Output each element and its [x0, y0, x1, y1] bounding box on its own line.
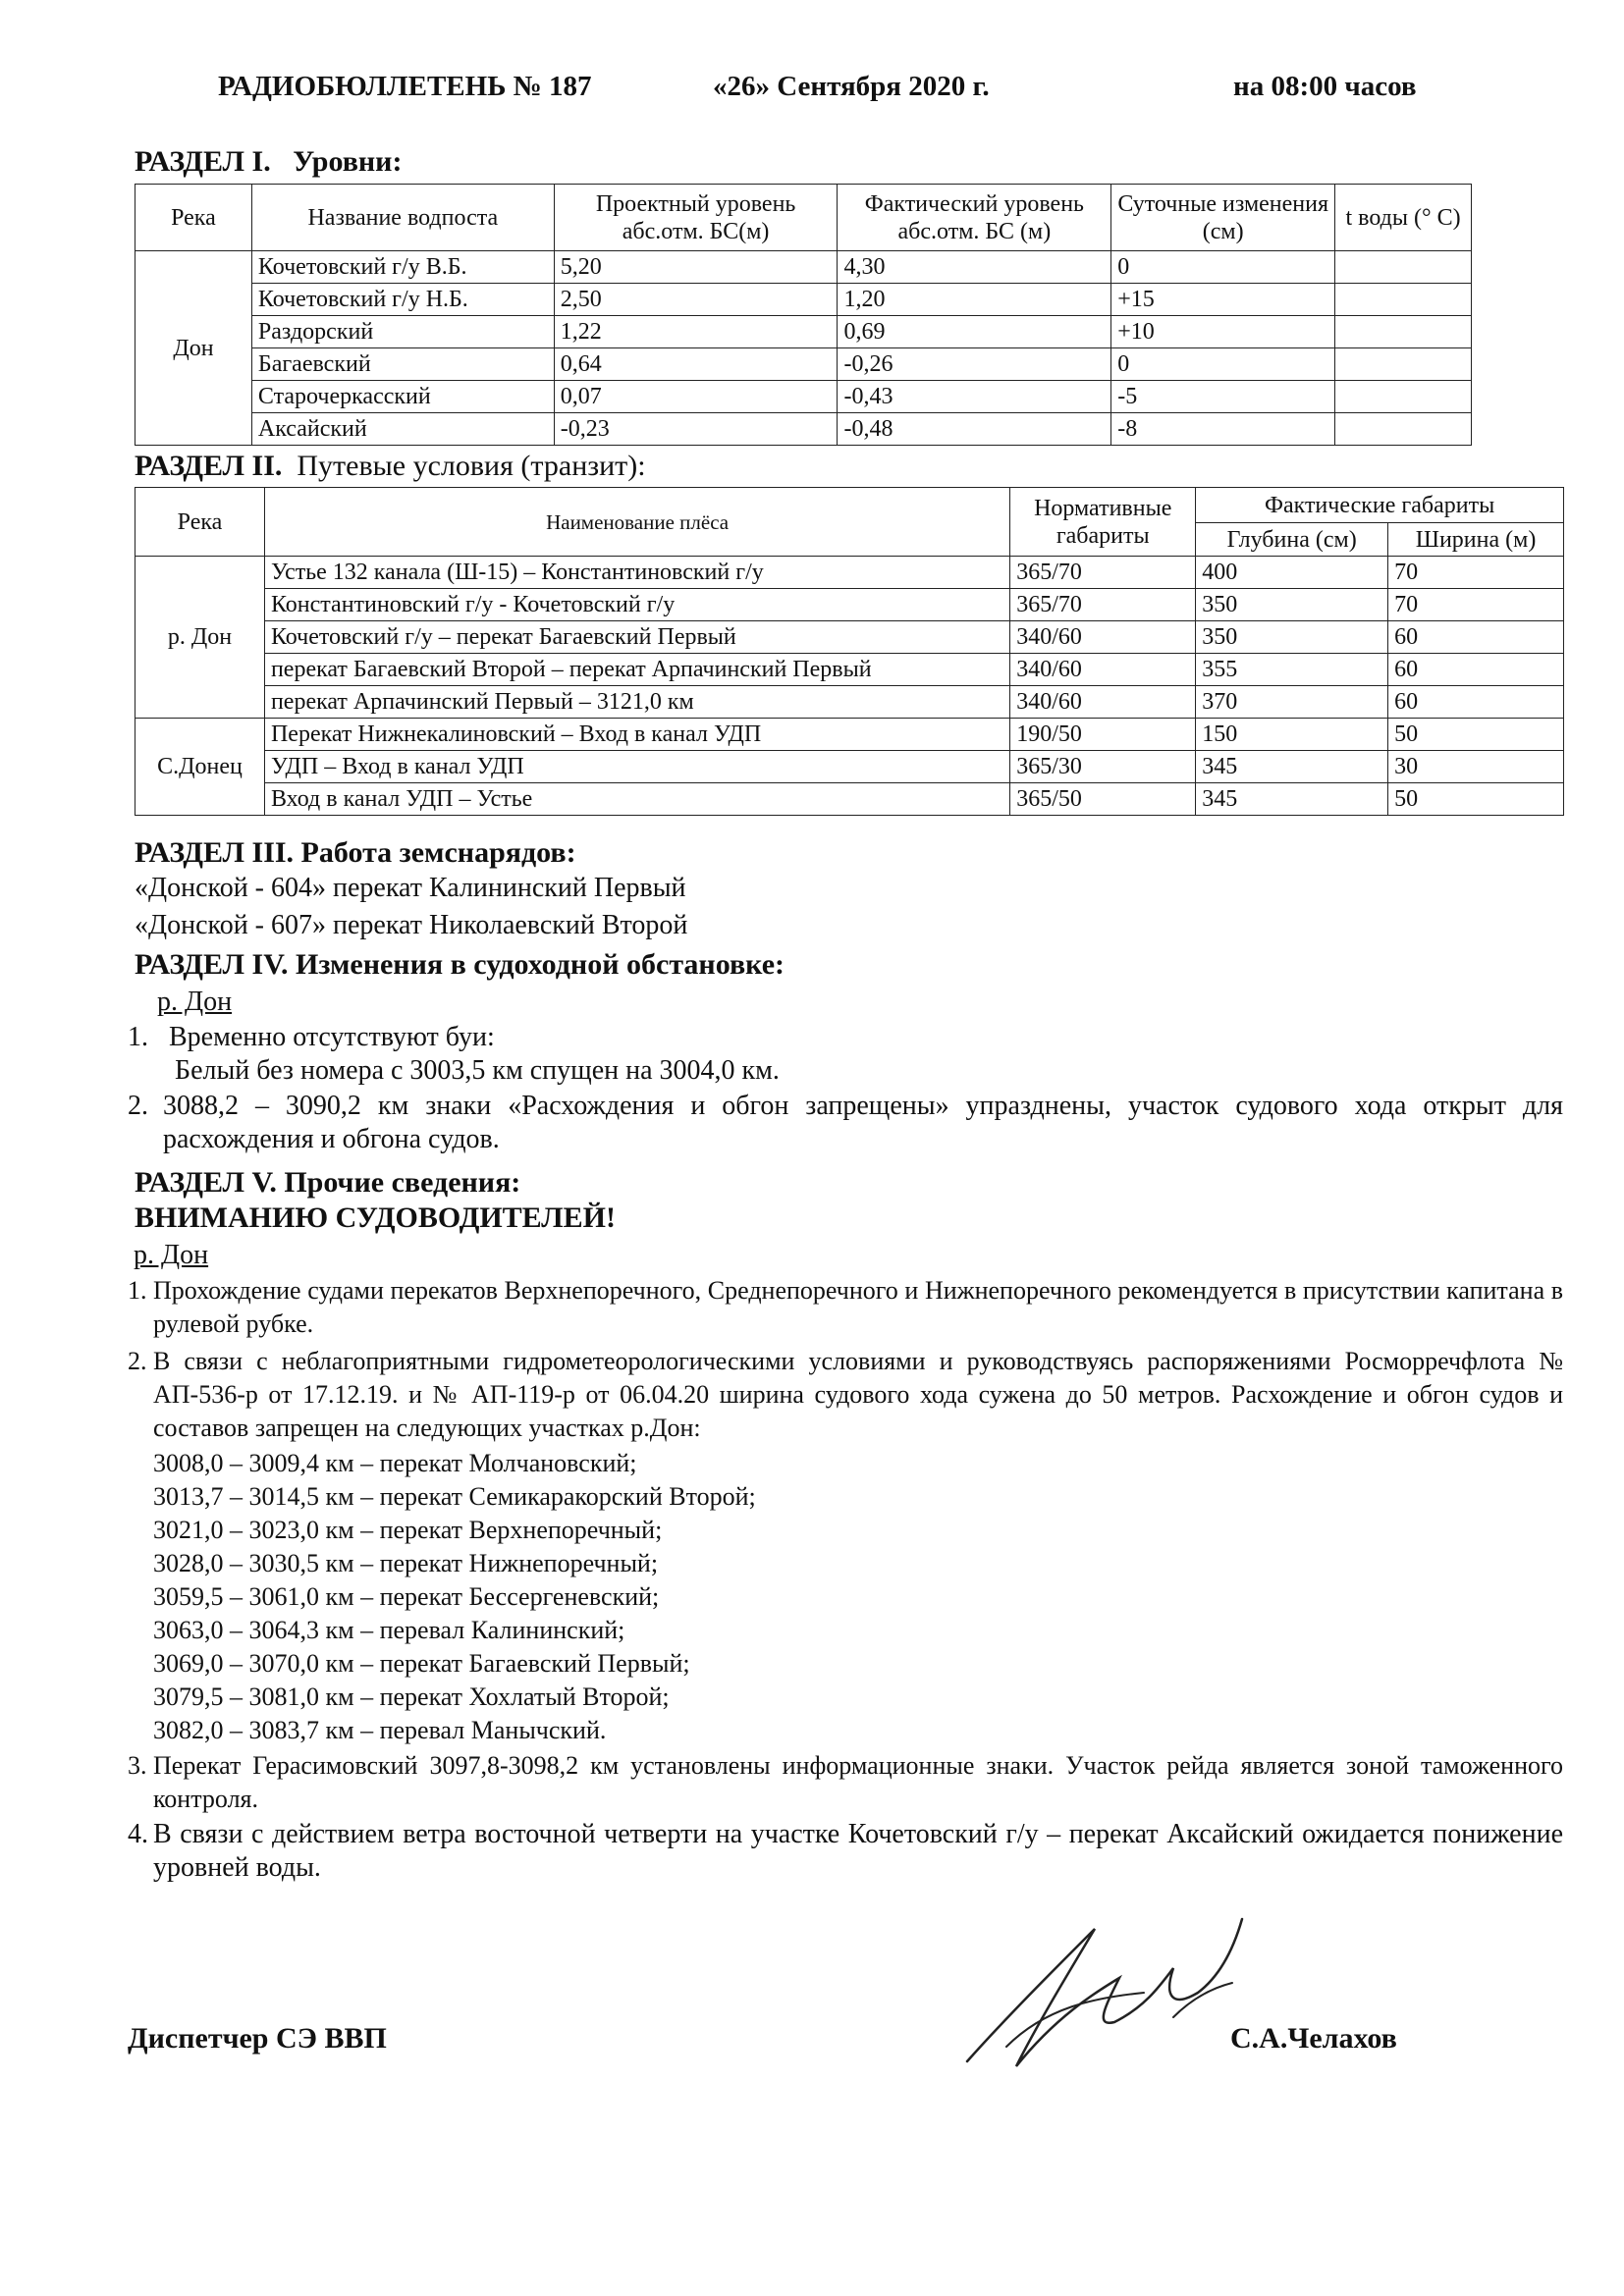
attention-heading: ВНИМАНИЮ СУДОВОДИТЕЛЕЙ!	[135, 1201, 616, 1234]
levels-post: Кочетовский г/у Н.Б.	[251, 284, 554, 316]
table-row	[135, 348, 1472, 381]
levels-post: Багаевский	[251, 348, 554, 381]
transit-reach: Вход в канал УДП – Устье	[264, 783, 1009, 816]
levels-col-project: Проектный уровень абс.отм. БС(м)	[554, 185, 838, 251]
transit-width: 60	[1388, 654, 1564, 686]
levels-river-cell: Дон	[135, 251, 252, 446]
levels-change: +15	[1111, 284, 1335, 316]
table-row	[135, 654, 1564, 686]
levels-change: -8	[1111, 413, 1335, 446]
restricted-section: 3069,0 – 3070,0 км – перекат Багаевский Первый;	[153, 1649, 690, 1678]
transit-table	[135, 487, 1564, 816]
transit-depth: 350	[1196, 589, 1388, 621]
levels-project: 1,22	[554, 316, 838, 348]
levels-actual: 0,69	[838, 316, 1111, 348]
levels-change: +10	[1111, 316, 1335, 348]
transit-norm: 340/60	[1010, 654, 1196, 686]
transit-col-reach: Наименование плёса	[264, 488, 1009, 557]
transit-norm: 340/60	[1010, 686, 1196, 719]
restricted-section: 3013,7 – 3014,5 км – перекат Семикаракорский Второй;	[153, 1482, 756, 1511]
transit-col-depth: Глубина (см)	[1196, 523, 1388, 557]
section2-number: РАЗДЕЛ II.	[135, 450, 283, 482]
levels-post: Раздорский	[251, 316, 554, 348]
levels-actual: -0,26	[838, 348, 1111, 381]
signatory-position: Диспетчер СЭ ВВП	[128, 2022, 387, 2055]
transit-col-norm: Нормативные габариты	[1010, 488, 1196, 557]
dredger-line: «Донской - 604» перекат Калининский Первый	[135, 873, 686, 903]
levels-actual: 1,20	[838, 284, 1111, 316]
levels-temp	[1335, 348, 1472, 381]
restricted-section: 3028,0 – 3030,5 км – перекат Нижнепоречный;	[153, 1549, 659, 1577]
levels-col-change: Суточные изменения (см)	[1111, 185, 1335, 251]
transit-width: 70	[1388, 589, 1564, 621]
section4-item1-sub: Белый без номера с 3003,5 км спущен на 3004,0 км.	[175, 1055, 780, 1086]
transit-river-cell: р. Дон	[135, 557, 265, 719]
table-row	[135, 621, 1564, 654]
table-row	[135, 589, 1564, 621]
levels-project: 2,50	[554, 284, 838, 316]
transit-norm: 365/30	[1010, 751, 1196, 783]
bulletin-time: на 08:00 часов	[1233, 71, 1417, 102]
transit-width: 30	[1388, 751, 1564, 783]
section5-item1-num: 1.	[128, 1276, 147, 1305]
levels-project: -0,23	[554, 413, 838, 446]
restricted-section: 3021,0 – 3023,0 км – перекат Верхнепоречный;	[153, 1516, 663, 1544]
dredger-line: «Донской - 607» перекат Николаевский Второй	[135, 910, 688, 940]
table-row	[135, 783, 1564, 816]
table-row	[135, 557, 1564, 589]
transit-width: 60	[1388, 686, 1564, 719]
levels-project: 5,20	[554, 251, 838, 284]
levels-post: Аксайский	[251, 413, 554, 446]
transit-width: 50	[1388, 783, 1564, 816]
transit-depth: 345	[1196, 783, 1388, 816]
section5-title: РАЗДЕЛ V. Прочие сведения:	[135, 1166, 521, 1199]
transit-col-river: Река	[135, 488, 265, 557]
section5-item2: В связи с неблагоприятными гидрометеорологическими условиями и руководствуясь распоряжениями Росморречфлота № АП-536-р от 17.12.19. и № АП-119-р от 06.04.20 ширина судового хода сужена до 50 метров. Расхождение и обгон судов и составов запрещен на следующих участках р.Дон:	[153, 1347, 1563, 1442]
transit-river-cell: С.Донец	[135, 719, 265, 816]
section5-item2-num: 2.	[128, 1347, 147, 1375]
transit-norm: 365/70	[1010, 557, 1196, 589]
transit-width: 70	[1388, 557, 1564, 589]
section1-subtitle: Уровни:	[293, 145, 403, 178]
transit-col-actual: Фактические габариты	[1196, 488, 1564, 523]
transit-depth: 345	[1196, 751, 1388, 783]
levels-project: 0,64	[554, 348, 838, 381]
transit-norm: 340/60	[1010, 621, 1196, 654]
levels-temp	[1335, 251, 1472, 284]
transit-reach: перекат Багаевский Второй – перекат Арпачинский Первый	[264, 654, 1009, 686]
table-row	[135, 381, 1472, 413]
levels-change: 0	[1111, 348, 1335, 381]
bulletin-date: «26» Сентября 2020 г.	[713, 71, 990, 102]
levels-col-actual: Фактический уровень абс.отм. БС (м)	[838, 185, 1111, 251]
levels-project: 0,07	[554, 381, 838, 413]
transit-width: 60	[1388, 621, 1564, 654]
section4-item2-num: 2.	[128, 1091, 148, 1121]
levels-temp	[1335, 284, 1472, 316]
transit-depth: 150	[1196, 719, 1388, 751]
table-row	[135, 686, 1564, 719]
transit-norm: 190/50	[1010, 719, 1196, 751]
levels-actual: -0,43	[838, 381, 1111, 413]
transit-width: 50	[1388, 719, 1564, 751]
transit-reach: Кочетовский г/у – перекат Багаевский Первый	[264, 621, 1009, 654]
section4-title: РАЗДЕЛ IV. Изменения в судоходной обстановке:	[135, 948, 785, 981]
restricted-section: 3059,5 – 3061,0 км – перекат Бессергеневский;	[153, 1582, 660, 1611]
table-row	[135, 251, 1472, 284]
levels-temp	[1335, 316, 1472, 348]
signatory-name: С.А.Челахов	[1230, 2022, 1397, 2055]
levels-change: 0	[1111, 251, 1335, 284]
transit-reach: Устье 132 канала (Ш-15) – Константиновский г/у	[264, 557, 1009, 589]
section5-item4: В связи с действием ветра восточной четверти на участке Кочетовский г/у – перекат Аксайский ожидается понижение уровней воды.	[153, 1819, 1563, 1883]
levels-post: Старочеркасский	[251, 381, 554, 413]
transit-depth: 400	[1196, 557, 1388, 589]
restricted-section: 3063,0 – 3064,3 км – перевал Калининский;	[153, 1616, 625, 1644]
section4-item2: 3088,2 – 3090,2 км знаки «Расхождения и обгон запрещены» упразднены, участок судового хода открыт для расхождения и обгона судов.	[163, 1091, 1563, 1154]
table-row	[135, 719, 1564, 751]
signature-image	[947, 1899, 1272, 2086]
levels-col-temp: t воды (° С)	[1335, 185, 1472, 251]
transit-reach: Константиновский г/у - Кочетовский г/у	[264, 589, 1009, 621]
restricted-section: 3079,5 – 3081,0 км – перекат Хохлатый Второй;	[153, 1682, 670, 1711]
table-row	[135, 751, 1564, 783]
section1-number: РАЗДЕЛ I.	[135, 145, 271, 178]
section3-title: РАЗДЕЛ III. Работа земснарядов:	[135, 836, 576, 869]
section1-title	[135, 145, 402, 179]
levels-col-post: Название водпоста	[251, 185, 554, 251]
bulletin-title: РАДИОБЮЛЛЕТЕНЬ № 187	[218, 71, 592, 102]
transit-reach: УДП – Вход в канал УДП	[264, 751, 1009, 783]
levels-post: Кочетовский г/у В.Б.	[251, 251, 554, 284]
table-row	[135, 316, 1472, 348]
section5-item3: Перекат Герасимовский 3097,8-3098,2 км установлены информационные знаки. Участок рейда является зоной таможенного контроля.	[153, 1751, 1563, 1813]
section5-item4-num: 4.	[128, 1819, 148, 1849]
section2-subtitle: Путевые условия (транзит):	[297, 450, 646, 482]
section4-item1: Временно отсутствуют буи:	[169, 1022, 495, 1052]
section5-item1: Прохождение судами перекатов Верхнепоречного, Среднепоречного и Нижнепоречного рекомендуется в присутствии капитана в рулевой рубке.	[153, 1276, 1563, 1338]
section2-title	[135, 450, 646, 483]
transit-norm: 365/50	[1010, 783, 1196, 816]
levels-temp	[1335, 413, 1472, 446]
section4-river: р. Дон	[157, 987, 233, 1017]
transit-norm: 365/70	[1010, 589, 1196, 621]
levels-table	[135, 184, 1472, 446]
levels-col-river: Река	[135, 185, 252, 251]
transit-depth: 350	[1196, 621, 1388, 654]
levels-temp	[1335, 381, 1472, 413]
transit-reach: перекат Арпачинский Первый – 3121,0 км	[264, 686, 1009, 719]
restricted-section: 3082,0 – 3083,7 км – перевал Манычский.	[153, 1716, 607, 1744]
restricted-section: 3008,0 – 3009,4 км – перекат Молчановский;	[153, 1449, 637, 1477]
levels-actual: -0,48	[838, 413, 1111, 446]
section5-item3-num: 3.	[128, 1751, 147, 1780]
section5-river: р. Дон	[134, 1240, 209, 1270]
transit-reach: Перекат Нижнекалиновский – Вход в канал УДП	[264, 719, 1009, 751]
levels-actual: 4,30	[838, 251, 1111, 284]
transit-depth: 355	[1196, 654, 1388, 686]
table-row	[135, 284, 1472, 316]
transit-depth: 370	[1196, 686, 1388, 719]
levels-change: -5	[1111, 381, 1335, 413]
table-row	[135, 413, 1472, 446]
transit-col-width: Ширина (м)	[1388, 523, 1564, 557]
section4-item1-num: 1.	[128, 1022, 148, 1052]
